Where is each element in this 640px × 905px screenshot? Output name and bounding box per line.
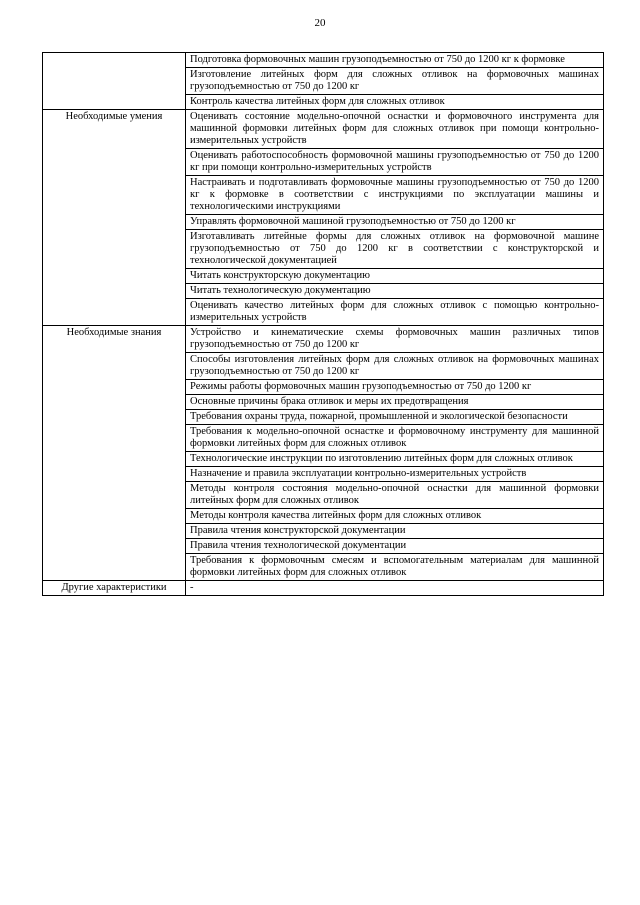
table-cell: Правила чтения конструкторской документации: [186, 524, 604, 539]
table-cell: Изготовление литейных форм для сложных отливок на формовочных машинах грузоподъемностью от 750 до 1200 кг: [186, 68, 604, 95]
table-cell: Контроль качества литейных форм для сложных отливок: [186, 95, 604, 110]
group-label: [43, 53, 186, 110]
table-group: [43, 581, 604, 596]
table-cell: Режимы работы формовочных машин грузоподъемностью от 750 до 1200 кг: [186, 380, 604, 395]
table-cell: Требования охраны труда, пожарной, промышленной и экологической безопасности: [186, 410, 604, 425]
table-cell: Назначение и правила эксплуатации контрольно-измерительных устройств: [186, 467, 604, 482]
table-cell: Читать конструкторскую документацию: [186, 269, 604, 284]
table-cell: Подготовка формовочных машин грузоподъемностью от 750 до 1200 кг к формовке: [186, 53, 604, 68]
table-row: [43, 581, 604, 596]
table-cell: Оценивать состояние модельно-опочной оснастки и формовочного инструмента для машинной формовки литейных форм для сложных отливок при помощи контрольно-измерительных устройств: [186, 110, 604, 149]
table-cell: Правила чтения технологической документации: [186, 539, 604, 554]
table-row: [43, 110, 604, 149]
table-cell: Способы изготовления литейных форм для сложных отливок на формовочных машинах грузоподъемностью от 750 до 1200 кг: [186, 353, 604, 380]
table-cell: -: [186, 581, 604, 596]
table-group: [43, 110, 604, 326]
group-label: Другие характеристики: [43, 581, 186, 596]
table-cell: Методы контроля состояния модельно-опочной оснастки для машинной формовки литейных форм для сложных отливок: [186, 482, 604, 509]
table-cell: Требования к модельно-опочной оснастке и формовочному инструменту для машинной формовки литейных форм для сложных отливок: [186, 425, 604, 452]
labor-function-table: [42, 52, 604, 596]
table-cell: Технологические инструкции по изготовлению литейных форм для сложных отливок: [186, 452, 604, 467]
group-label: Необходимые знания: [43, 326, 186, 581]
table-row: [43, 53, 604, 68]
group-label: Необходимые умения: [43, 110, 186, 326]
table-cell: Методы контроля качества литейных форм для сложных отливок: [186, 509, 604, 524]
table-cell: Оценивать работоспособность формовочной машины грузоподъемностью от 750 до 1200 кг при помощи контрольно-измерительных устройств: [186, 149, 604, 176]
table-cell: Устройство и кинематические схемы формовочных машин различных типов грузоподъемностью от 750 до 1200 кг: [186, 326, 604, 353]
table-cell: Изготавливать литейные формы для сложных отливок на формовочной машине грузоподъемностью от 750 до 1200 кг в соответствии с конструкторской и технологической документацией: [186, 230, 604, 269]
table-cell: Настраивать и подготавливать формовочные машины грузоподъемностью от 750 до 1200 кг к формовке в соответствии с инструкциями по эксплуатации машины и технологическими инструкциями: [186, 176, 604, 215]
page-number: 20: [314, 17, 326, 29]
table-cell: Управлять формовочной машиной грузоподъемностью от 750 до 1200 кг: [186, 215, 604, 230]
table-cell: Читать технологическую документацию: [186, 284, 604, 299]
table-group: [43, 326, 604, 581]
table-cell: Основные причины брака отливок и меры их предотвращения: [186, 395, 604, 410]
table-row: [43, 326, 604, 353]
table-cell: Требования к формовочным смесям и вспомогательным материалам для машинной формовки литейных форм для сложных отливок: [186, 554, 604, 581]
table-cell: Оценивать качество литейных форм для сложных отливок с помощью контрольно-измерительных устройств: [186, 299, 604, 326]
table-group: [43, 53, 604, 110]
